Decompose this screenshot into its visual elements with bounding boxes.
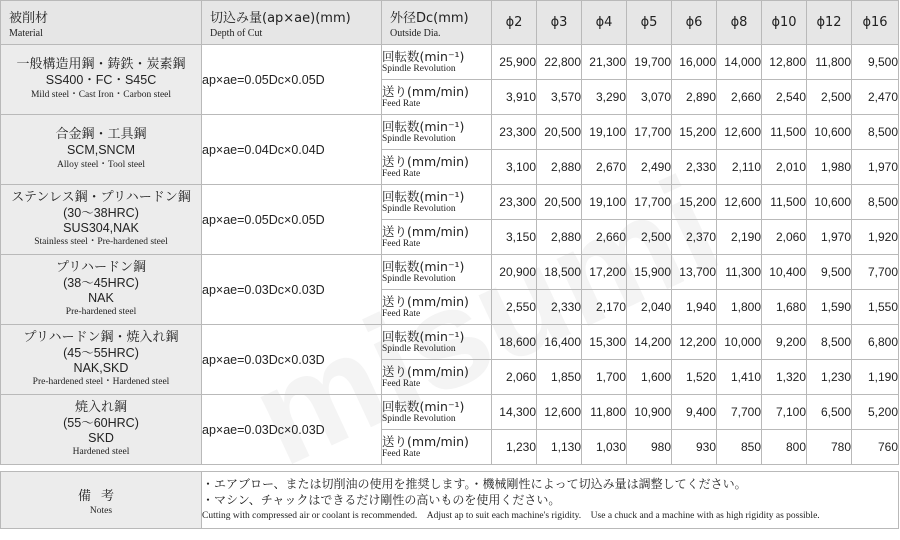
feed-value: 2,550: [492, 290, 537, 325]
material-name-en: Pre-hardened steel・Hardened steel: [32, 376, 170, 387]
spindle-value: 15,900: [627, 255, 672, 290]
notes-row: [1, 472, 899, 529]
spindle-value: 5,200: [852, 395, 899, 430]
spindle-value: 7,100: [762, 395, 807, 430]
spindle-value: 11,800: [807, 45, 852, 80]
material-hardness: (55～60HRC): [63, 416, 139, 431]
feed-label-cell: [382, 220, 492, 255]
material-cell: [1, 395, 202, 465]
spindle-value: 15,200: [672, 115, 717, 150]
feed-value: 1,800: [717, 290, 762, 325]
feed-value: 2,330: [672, 150, 717, 185]
spindle-value: 19,700: [627, 45, 672, 80]
dia-col-5: ϕ5: [627, 1, 672, 45]
feed-value: 2,190: [717, 220, 762, 255]
spindle-value: 23,300: [492, 115, 537, 150]
spindle-value: 8,500: [852, 115, 899, 150]
spindle-value: 15,200: [672, 185, 717, 220]
notes-heading: [1, 472, 202, 529]
spindle-value: 17,200: [582, 255, 627, 290]
feed-value: 1,520: [672, 360, 717, 395]
spindle-value: 8,500: [852, 185, 899, 220]
spindle-value: 17,700: [627, 185, 672, 220]
feed-value: 2,660: [582, 220, 627, 255]
spindle-value: 6,800: [852, 325, 899, 360]
feed-value: 2,670: [582, 150, 627, 185]
feed-value: 930: [672, 430, 717, 465]
feed-value: 2,040: [627, 290, 672, 325]
material-cell: [1, 255, 202, 325]
table-row: [1, 185, 899, 220]
feed-label-jp: 送り(mm/min): [382, 433, 469, 449]
feed-label-cell: [382, 150, 492, 185]
spindle-value: 11,500: [762, 185, 807, 220]
spindle-value: 25,900: [492, 45, 537, 80]
feed-value: 1,230: [492, 430, 537, 465]
spindle-value: 7,700: [852, 255, 899, 290]
feed-value: 3,570: [537, 80, 582, 115]
feed-label-cell: [382, 360, 492, 395]
feed-value: 1,320: [762, 360, 807, 395]
notes-heading-en: Notes: [89, 505, 113, 516]
feed-value: 1,130: [537, 430, 582, 465]
feed-value: 1,590: [807, 290, 852, 325]
spindle-label-jp: 回転数(min⁻¹): [382, 48, 465, 64]
feed-label-en: Feed Rate: [382, 98, 421, 109]
table-row: [1, 45, 899, 80]
dia-col-4: ϕ4: [582, 1, 627, 45]
spindle-label-en: Spindle Revolution: [382, 273, 456, 284]
depth-of-cut-cell: ap×ae=0.05Dc×0.05D: [202, 45, 382, 115]
spindle-value: 12,600: [537, 395, 582, 430]
material-code: SUS304,NAK: [63, 220, 139, 235]
spindle-value: 10,600: [807, 185, 852, 220]
feed-value: 1,600: [627, 360, 672, 395]
material-name-jp: 焼入れ鋼: [74, 400, 127, 416]
feed-value: 1,030: [582, 430, 627, 465]
feed-value: 2,540: [762, 80, 807, 115]
feed-value: 1,970: [807, 220, 852, 255]
spindle-label-cell: [382, 255, 492, 290]
spindle-value: 18,600: [492, 325, 537, 360]
depth-of-cut-cell: ap×ae=0.03Dc×0.03D: [202, 395, 382, 465]
material-name-en: Hardened steel: [72, 446, 130, 457]
spindle-label-jp: 回転数(min⁻¹): [382, 188, 465, 204]
feed-value: 1,940: [672, 290, 717, 325]
material-name-jp: プリハードン鋼・焼入れ鋼: [23, 330, 179, 346]
depth-of-cut-cell: ap×ae=0.05Dc×0.05D: [202, 185, 382, 255]
spindle-value: 12,200: [672, 325, 717, 360]
feed-value: 1,410: [717, 360, 762, 395]
feed-value: 1,190: [852, 360, 899, 395]
spindle-value: 12,600: [717, 115, 762, 150]
material-header-en: Material: [9, 27, 43, 39]
spindle-value: 11,300: [717, 255, 762, 290]
feed-value: 1,700: [582, 360, 627, 395]
feed-label-cell: [382, 80, 492, 115]
depth-header: [202, 1, 382, 45]
feed-value: 850: [717, 430, 762, 465]
feed-value: 2,170: [582, 290, 627, 325]
feed-value: 2,880: [537, 220, 582, 255]
table-row: [1, 395, 899, 430]
feed-value: 2,060: [492, 360, 537, 395]
depth-of-cut-cell: ap×ae=0.04Dc×0.04D: [202, 115, 382, 185]
spindle-label-en: Spindle Revolution: [382, 133, 456, 144]
feed-value: 1,680: [762, 290, 807, 325]
dia-header-en: Outside Dia.: [390, 27, 441, 39]
material-code: NAK,SKD: [73, 360, 129, 375]
dia-header-jp: 外径Dc(mm): [390, 10, 469, 26]
spindle-value: 19,100: [582, 115, 627, 150]
header-row: [1, 1, 899, 45]
feed-value: 1,550: [852, 290, 899, 325]
feed-value: 2,490: [627, 150, 672, 185]
depth-header-en: Depth of Cut: [210, 27, 263, 39]
dia-col-2: ϕ2: [492, 1, 537, 45]
spindle-value: 16,000: [672, 45, 717, 80]
spindle-label-cell: [382, 325, 492, 360]
feed-value: 2,890: [672, 80, 717, 115]
spindle-label-en: Spindle Revolution: [382, 343, 456, 354]
feed-value: 3,910: [492, 80, 537, 115]
feed-value: 780: [807, 430, 852, 465]
notes-heading-jp: 備考: [77, 488, 124, 504]
feed-value: 980: [627, 430, 672, 465]
feed-value: 2,880: [537, 150, 582, 185]
feed-value: 2,470: [852, 80, 899, 115]
note-line-1: ・エアブロー、または切削油の使用を推奨します。・機械剛性によって切込み量は調整してください。: [202, 477, 747, 491]
dia-col-10: ϕ10: [762, 1, 807, 45]
dia-col-3: ϕ3: [537, 1, 582, 45]
material-name-en: Alloy steel・Tool steel: [57, 159, 145, 170]
spindle-value: 9,400: [672, 395, 717, 430]
note-line-2: ・マシン、チャックはできるだけ剛性の高いものを使用ください。: [202, 493, 561, 507]
feed-label-cell: [382, 290, 492, 325]
spindle-value: 14,200: [627, 325, 672, 360]
spindle-value: 20,900: [492, 255, 537, 290]
depth-of-cut-cell: ap×ae=0.03Dc×0.03D: [202, 325, 382, 395]
feed-label-en: Feed Rate: [382, 378, 421, 389]
material-name-jp: ステンレス鋼・プリハードン鋼: [11, 190, 191, 206]
spindle-value: 14,300: [492, 395, 537, 430]
spacer-row: [1, 465, 899, 472]
spindle-value: 18,500: [537, 255, 582, 290]
feed-label-en: Feed Rate: [382, 238, 421, 249]
spindle-value: 10,400: [762, 255, 807, 290]
spindle-value: 10,000: [717, 325, 762, 360]
material-name-jp: プリハードン鋼: [55, 260, 147, 276]
feed-value: 3,100: [492, 150, 537, 185]
feed-value: 2,660: [717, 80, 762, 115]
feed-label-jp: 送り(mm/min): [382, 223, 469, 239]
table-row: [1, 255, 899, 290]
feed-value: 3,290: [582, 80, 627, 115]
spindle-value: 20,500: [537, 115, 582, 150]
dia-col-6: ϕ6: [672, 1, 717, 45]
spindle-label-cell: [382, 395, 492, 430]
spindle-label-en: Spindle Revolution: [382, 413, 456, 424]
spindle-label-jp: 回転数(min⁻¹): [382, 328, 465, 344]
material-cell: [1, 185, 202, 255]
spindle-label-en: Spindle Revolution: [382, 203, 456, 214]
spindle-value: 17,700: [627, 115, 672, 150]
material-cell: [1, 115, 202, 185]
spindle-value: 14,000: [717, 45, 762, 80]
material-cell: [1, 45, 202, 115]
notes-body: [202, 472, 899, 529]
spacer-cell: [1, 465, 899, 472]
feed-label-jp: 送り(mm/min): [382, 83, 469, 99]
spindle-label-jp: 回転数(min⁻¹): [382, 118, 465, 134]
material-hardness: (30～38HRC): [63, 206, 139, 221]
spindle-label-cell: [382, 185, 492, 220]
spindle-value: 9,200: [762, 325, 807, 360]
table-row: [1, 325, 899, 360]
dia-col-12: ϕ12: [807, 1, 852, 45]
material-name-jp: 一般構造用鋼・鋳鉄・炭素鋼: [16, 57, 186, 73]
feed-value: 3,070: [627, 80, 672, 115]
dia-header: [382, 1, 492, 45]
spindle-value: 10,900: [627, 395, 672, 430]
spindle-value: 11,500: [762, 115, 807, 150]
note-line-en: Cutting with compressed air or coolant is recommended. Adjust ap to suit each machine's rigidity. Use a chuck and a machine with as high rigidity as possible.: [202, 511, 820, 521]
spindle-value: 9,500: [852, 45, 899, 80]
spindle-label-cell: [382, 115, 492, 150]
spindle-label-en: Spindle Revolution: [382, 63, 456, 74]
material-code: NAK: [88, 290, 114, 305]
material-name-en: Mild steel・Cast Iron・Carbon steel: [30, 89, 172, 100]
spindle-value: 16,400: [537, 325, 582, 360]
material-header-jp: 被削材: [9, 10, 49, 26]
feed-value: 1,970: [852, 150, 899, 185]
material-code: SCM,SNCM: [66, 143, 136, 158]
feed-label-en: Feed Rate: [382, 168, 421, 179]
feed-value: 1,980: [807, 150, 852, 185]
spindle-label-cell: [382, 45, 492, 80]
feed-label-cell: [382, 430, 492, 465]
spindle-value: 20,500: [537, 185, 582, 220]
spindle-value: 19,100: [582, 185, 627, 220]
material-cell: [1, 325, 202, 395]
material-name-en: Pre-hardened steel: [65, 306, 137, 317]
feed-value: 760: [852, 430, 899, 465]
feed-label-jp: 送り(mm/min): [382, 153, 469, 169]
feed-label-jp: 送り(mm/min): [382, 293, 469, 309]
material-hardness: (38～45HRC): [63, 276, 139, 291]
feed-value: 2,330: [537, 290, 582, 325]
spindle-value: 11,800: [582, 395, 627, 430]
feed-label-jp: 送り(mm/min): [382, 363, 469, 379]
spindle-value: 13,700: [672, 255, 717, 290]
material-code: SS400・FC・S45C: [45, 73, 157, 88]
feed-value: 3,150: [492, 220, 537, 255]
spindle-value: 15,300: [582, 325, 627, 360]
feed-value: 2,110: [717, 150, 762, 185]
material-hardness: (45～55HRC): [63, 346, 139, 361]
spindle-label-jp: 回転数(min⁻¹): [382, 398, 465, 414]
table-row: [1, 115, 899, 150]
depth-header-jp: 切込み量(ap×ae)(mm): [210, 10, 351, 26]
spindle-value: 6,500: [807, 395, 852, 430]
spindle-value: 23,300: [492, 185, 537, 220]
spindle-value: 9,500: [807, 255, 852, 290]
feed-value: 2,500: [807, 80, 852, 115]
feed-value: 2,060: [762, 220, 807, 255]
material-header: [1, 1, 202, 45]
spindle-value: 7,700: [717, 395, 762, 430]
spindle-value: 22,800: [537, 45, 582, 80]
feed-value: 1,850: [537, 360, 582, 395]
feed-value: 2,370: [672, 220, 717, 255]
spindle-value: 21,300: [582, 45, 627, 80]
dia-col-8: ϕ8: [717, 1, 762, 45]
material-name-jp: 合金鋼・工具鋼: [55, 127, 147, 143]
spindle-value: 10,600: [807, 115, 852, 150]
feed-value: 1,230: [807, 360, 852, 395]
material-name-en: Stainless steel・Pre-hardened steel: [34, 236, 168, 247]
feed-value: 2,010: [762, 150, 807, 185]
spindle-value: 8,500: [807, 325, 852, 360]
depth-of-cut-cell: ap×ae=0.03Dc×0.03D: [202, 255, 382, 325]
feed-label-en: Feed Rate: [382, 308, 421, 319]
spindle-value: 12,800: [762, 45, 807, 80]
dia-col-16: ϕ16: [852, 1, 899, 45]
spindle-value: 12,600: [717, 185, 762, 220]
feed-label-en: Feed Rate: [382, 448, 421, 459]
feed-value: 2,500: [627, 220, 672, 255]
spindle-label-jp: 回転数(min⁻¹): [382, 258, 465, 274]
feed-value: 1,920: [852, 220, 899, 255]
material-code: SKD: [88, 430, 114, 445]
feed-value: 800: [762, 430, 807, 465]
